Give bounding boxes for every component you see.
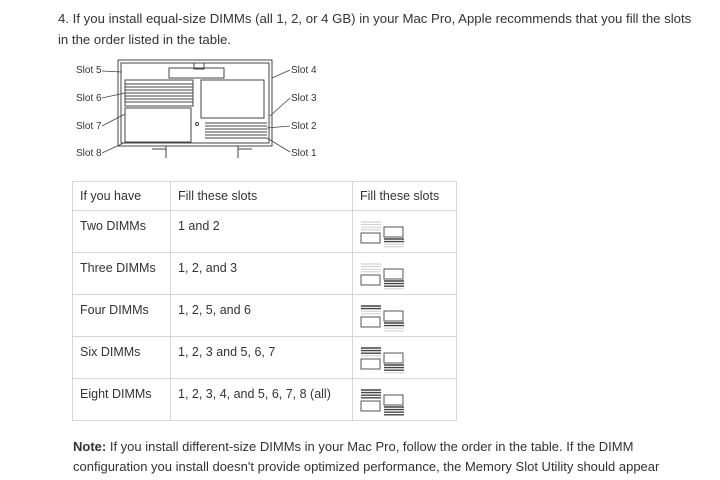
slot-fill-mini-icon <box>360 219 408 249</box>
table-row <box>73 253 457 295</box>
slot-fill-mini-icon <box>360 345 408 375</box>
slot-fill-mini-icon <box>360 261 408 291</box>
slot-box <box>384 227 403 237</box>
slot-list: 1, 2, and 3 <box>171 253 353 295</box>
table-header-row <box>73 182 457 211</box>
step-number: 4. <box>58 11 69 26</box>
slot-label-1: Slot 1 <box>291 148 317 159</box>
slot-label-3: Slot 3 <box>291 93 317 104</box>
table-row <box>73 295 457 337</box>
step-text: If you install equal-size DIMMs (all 1, 2, or 4 GB) in your Mac Pro, Apple recommends that you fill the slots in the order listed in the table. <box>58 11 692 47</box>
table-row <box>73 211 457 253</box>
dimm-count: Two DIMMs <box>73 211 171 253</box>
header-fill-slots-diagram: Fill these slots <box>353 182 457 211</box>
install-step <box>58 8 698 50</box>
slot-box <box>361 233 380 243</box>
slot-box <box>361 317 380 327</box>
dimm-count: Three DIMMs <box>73 253 171 295</box>
note-text: If you install different-size DIMMs in your Mac Pro, follow the order in the table. If the DIMM configuration you install doesn't provide optimized performance, the Memory Slot Utility should appear <box>73 439 660 474</box>
slot-box <box>361 275 380 285</box>
note-label: Note: <box>73 439 107 454</box>
slot-label-2: Slot 2 <box>291 121 317 132</box>
dimm-count: Six DIMMs <box>73 337 171 379</box>
slot-fill-mini-icon <box>360 303 408 333</box>
table-row <box>73 379 457 421</box>
slot-fill-mini-icon <box>360 387 408 417</box>
slot-label-6: Slot 6 <box>76 93 102 104</box>
slot-box <box>361 359 380 369</box>
slot-label-7: Slot 7 <box>76 121 102 132</box>
slot-list: 1, 2, 3, 4, and 5, 6, 7, 8 (all) <box>171 379 353 421</box>
memory-slot-diagram <box>74 58 334 166</box>
slot-box <box>384 395 403 405</box>
slot-list: 1, 2, 3 and 5, 6, 7 <box>171 337 353 379</box>
dimm-count: Eight DIMMs <box>73 379 171 421</box>
dimm-count: Four DIMMs <box>73 295 171 337</box>
slot-box <box>361 401 380 411</box>
slot-box <box>384 353 403 363</box>
header-fill-slots: Fill these slots <box>171 182 353 211</box>
slot-label-4: Slot 4 <box>291 65 317 76</box>
slot-list: 1, 2, 5, and 6 <box>171 295 353 337</box>
note-paragraph <box>73 437 703 477</box>
slot-box <box>384 311 403 321</box>
table-row <box>73 337 457 379</box>
slot-label-8: Slot 8 <box>76 148 102 159</box>
header-if-you-have: If you have <box>73 182 171 211</box>
slot-box <box>384 269 403 279</box>
slot-label-5: Slot 5 <box>76 65 102 76</box>
slot-list: 1 and 2 <box>171 211 353 253</box>
slot-order-table <box>72 181 457 421</box>
